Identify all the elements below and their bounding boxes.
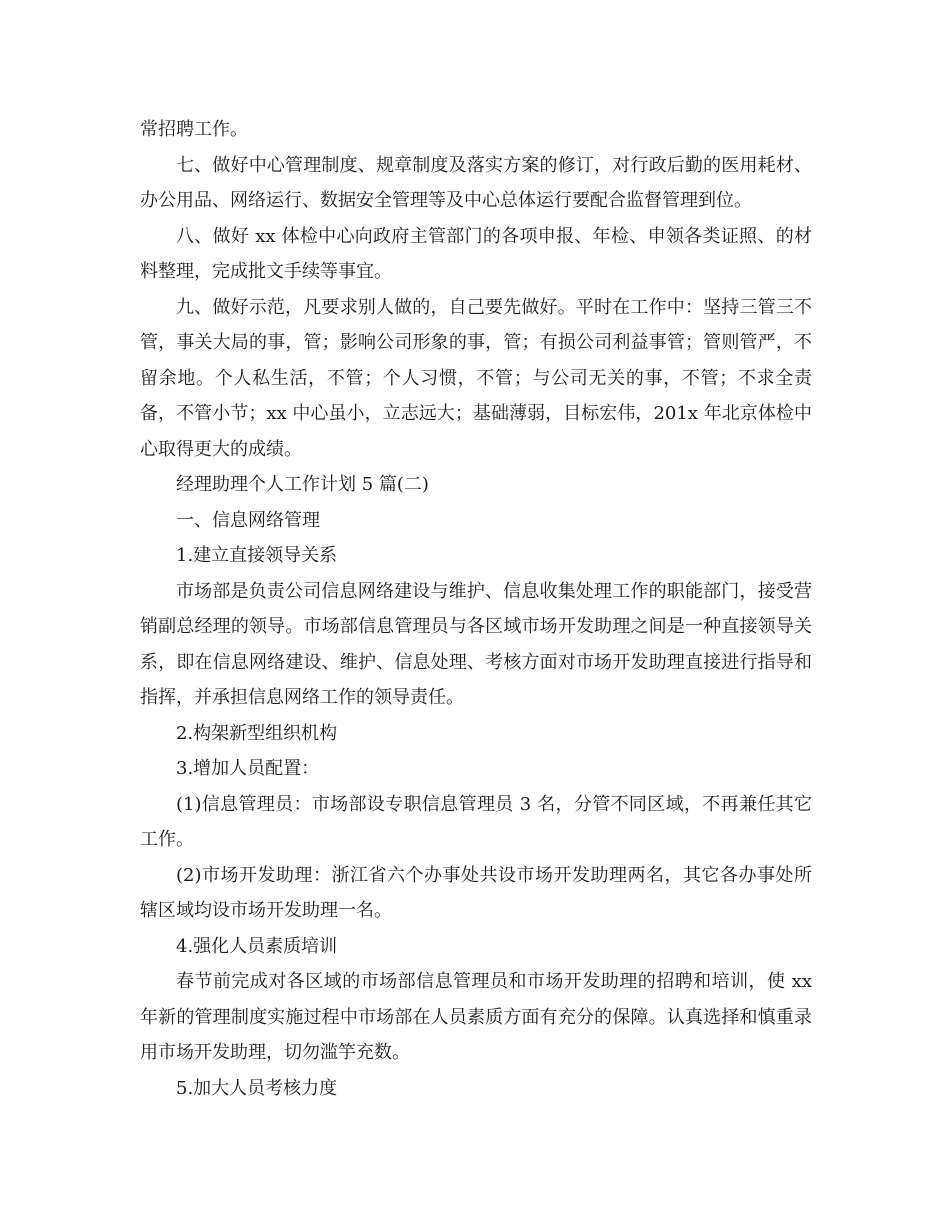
subheading-3: 3.增加人员配置： bbox=[176, 758, 320, 779]
list-item-info-manager: (1)信息管理员：市场部设专职信息管理员 3 名，分管不同区域，不再兼任其它工作。 bbox=[140, 793, 812, 850]
document-body bbox=[140, 112, 812, 1106]
heading-info-network: 一、信息网络管理 bbox=[176, 509, 320, 531]
list-item-market-assistant: (2)市场开发助理：浙江省六个办事处共设市场开发助理两名，其它各办事处所辖区域均设市场开发助理一名。 bbox=[140, 864, 812, 921]
paragraph-item-9: 九、做好示范，凡要求别人做的，自己要先做好。平时在工作中：坚持三管三不管，事关大局的事，管；影响公司形象的事，管；有损公司利益事管；管则管严，不留余地。个人私生活，不管；个人习惯，不管；与公司无关的事，不管；不求全责备，不管小节；xx 中心虽小，立志远大；基础薄弱，目标宏伟，201x 年北京体检中心取得更大的成绩。 bbox=[140, 296, 812, 460]
subheading-5: 5.加大人员考核力度 bbox=[176, 1077, 338, 1099]
paragraph-item-7: 七、做好中心管理制度、规章制度及落实方案的修订，对行政后勤的医用耗材、办公用品、网络运行、数据安全管理等及中心总体运行要配合监督管理到位。 bbox=[140, 154, 812, 211]
subheading-2: 2.构架新型组织机构 bbox=[176, 722, 338, 744]
paragraph-item-8: 八、做好 xx 体检中心向政府主管部门的各项申报、年检、申领各类证照、的材料整理，完成批文手续等事宜。 bbox=[140, 225, 812, 282]
subheading-4: 4.强化人员素质培训 bbox=[176, 935, 338, 957]
subheading-1: 1.建立直接领导关系 bbox=[176, 545, 338, 566]
paragraph-leadership: 市场部是负责公司信息网络建设与维护、信息收集处理工作的职能部门，接受营销副总经理的领导。市场部信息管理员与各区域市场开发助理之间是一种直接领导关系，即在信息网络建设、维护、信息处理、考核方面对市场开发助理直接进行指导和指挥，并承担信息网络工作的领导责任。 bbox=[140, 580, 812, 708]
paragraph-training: 春节前完成对各区域的市场部信息管理员和市场开发助理的招聘和培训，使 xx 年新的管理制度实施过程中市场部在人员素质方面有充分的保障。认真选择和慎重录用市场开发助理，切勿滥竽充数。 bbox=[140, 971, 812, 1063]
section-title: 经理助理个人工作计划 5 篇(二) bbox=[176, 474, 429, 495]
paragraph-continuation: 常招聘工作。 bbox=[140, 119, 248, 140]
